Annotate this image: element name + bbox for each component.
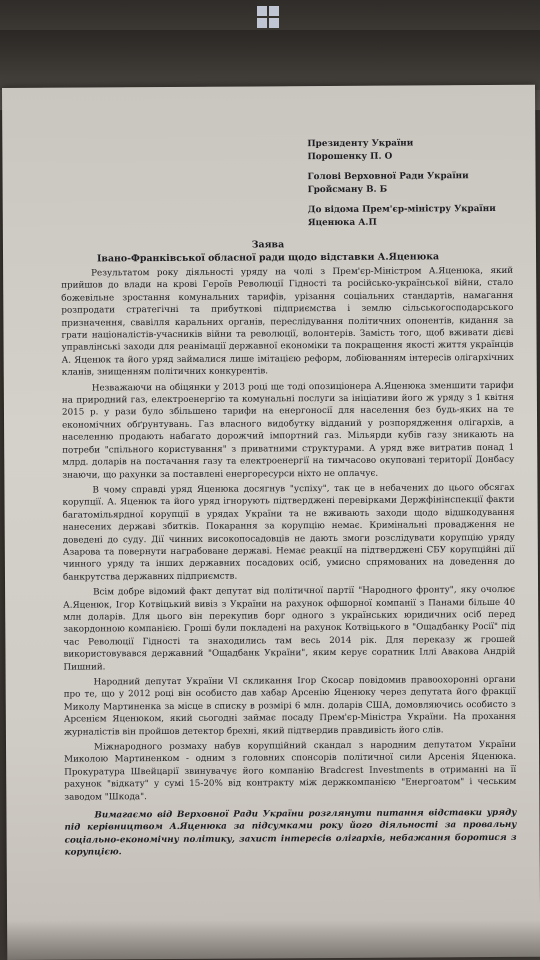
photo-shadow <box>0 920 540 960</box>
recipient-line: Гройсману В. Б <box>307 184 388 195</box>
windows-logo-icon <box>257 6 279 28</box>
document-title-block <box>43 237 493 266</box>
recipient-line: До відома Прем'єр-міністру України <box>307 203 496 216</box>
document-sheet <box>2 85 540 960</box>
recipient-line: Президенту України <box>307 138 414 150</box>
document-body <box>61 265 517 862</box>
body-paragraph: Результатом року діяльності уряду на чолі з Прем'єр-Міністром А.Яценюка, який прийшов до влади на крові Героїв Революції Гідності та російсько-української війни, стало божевільне зростання комунальних тарифів, урізання соціальних стандартів, намагання розпродати стратегічні та прибуткові підприємства і землю сільськогосподарського призначення, свавілля каральних органів, переслідування політичних опонентів, кидання за грати націоналістів-учасників війни та революції, волонтерів. Замість того, щоб вживати дієві управлінські заходи для реанімації державної економіки та покращення якості життя українців А. Яценюк та його уряд займалися лише імітацією реформ, лобіюванням інтересів олігархічних кланів, знищенням політичних конкурентів. <box>61 265 514 378</box>
closing-demand: Вимагаємо від Верховної Ради України розглянути питання відставки уряду під керівництвом А.Яценюка за підсумками року його діяльності за провальну соціально-економічну політику, захист інтересів олігархів, небажання боротися з корупцією. <box>64 807 517 858</box>
body-paragraph: Всім добре відомий факт депутат від політичної партії "Народного фронту", яку очолює А.Яценюк, Ігор Котвіцький вивіз з України на рахунок офшорної компанії з Панами більше 40 млн доларів. Для цього він перекупив борг одного з українських юридичних осіб перед закордонною компанією. Гроші були покладені на рахунок Котвіцького в "Ощадбанку Росії" під час Революції Гідності та знаходились там весь 2014 рік. Для переказу ж грошей використовувався державний "Ощадбанк України", яким керує соратник Іллі Авакова Андрій Пишний. <box>63 585 516 673</box>
document-page <box>2 85 540 960</box>
document-title: Заява <box>251 239 285 251</box>
body-paragraph: В чому справді уряд Яценюка досягнув "успіху", так це в небачених до цього обсягах корупції. А. Яценюк та його уряд ігнорують підтверджені перевірками Держфінінспекції факти багатомільярдної корупції в урядах України та не вживають заходи щодо відшкодування нанесених державі збитків. Покарання за корупцію немає. Кримінальні провадження не доведені до суду. Дії чинних високопосадовців не дають змоги розслідувати корупцію уряду Азарова та повернути награбоване державі. Немає реакції на підтверджені СБУ корупційні дії чинного уряду та інших державних посадових осіб, умисно спрямованих на доведення до банкрутства державних підприємств. <box>62 482 515 583</box>
document-subtitle: Івано-Франківської обласної ради щодо відставки А.Яценюка <box>96 251 440 265</box>
recipient-line: Порошенку П. О <box>307 151 393 162</box>
recipients-block <box>307 137 523 229</box>
body-paragraph: Міжнародного розмаху набув корупційний скандал з народним депутатом України Миколою Мартиненком - одним з головних спонсорів політичної сили Арсенія Яценюка. Прокуратура Швейцарії звинувачує його компанію Bradcrest Investments в отриманні на її рахунок "відкату" у сумі 15-20% від контракту між держкомпанією "Енергоатом" і чеським заводом "Шкода". <box>64 739 517 803</box>
recipient-line: Яценюка А.П <box>307 217 377 228</box>
recipient-line: Голові Верховної Ради України <box>307 171 469 183</box>
monitor-frame <box>0 30 540 90</box>
body-paragraph: Народний депутат України VI скликання Ігор Скосар повідомив правоохоронні органи про те, що у 2012 році він особисто дав хабар Арсенію Яценюку через депутата його фракції Миколу Мартиненка за місце в списку в розмірі 6 млн. доларів США, домовляючись особисто з Арсенієм Яценюком, який сьогодні займає посаду Прем'єр-Міністра України. На прохання журналістів він пройшов детектор брехні, який підтвердив правдивість його слів. <box>63 674 516 738</box>
body-paragraph: Незважаючи на обіцянки у 2013 році ще тоді опозиціонера А.Яценюка зменшити тарифи на природний газ, електроенергію та комунальні послуги за ініціативи його ж уряду з 1 квітня 2015 р. у рази було збільшено тарифи на енергоносії для населення без будь-яких на те економічних обґрунтувань. Газ власного видобутку відданий у розпорядження олігархів, а населенню продають набагато дорожчий імпортний газ. Мільярди кубів газу зникають на потреби "спільного користування" з приватними структурами. А уряд вже витратив понад 1 млрд. доларів на постачання газу та електроенергії на тимчасово окуповані території Донбасу знаючи, що рахунки за поставлені енергоресурси ніхто не оплачує. <box>61 380 515 481</box>
